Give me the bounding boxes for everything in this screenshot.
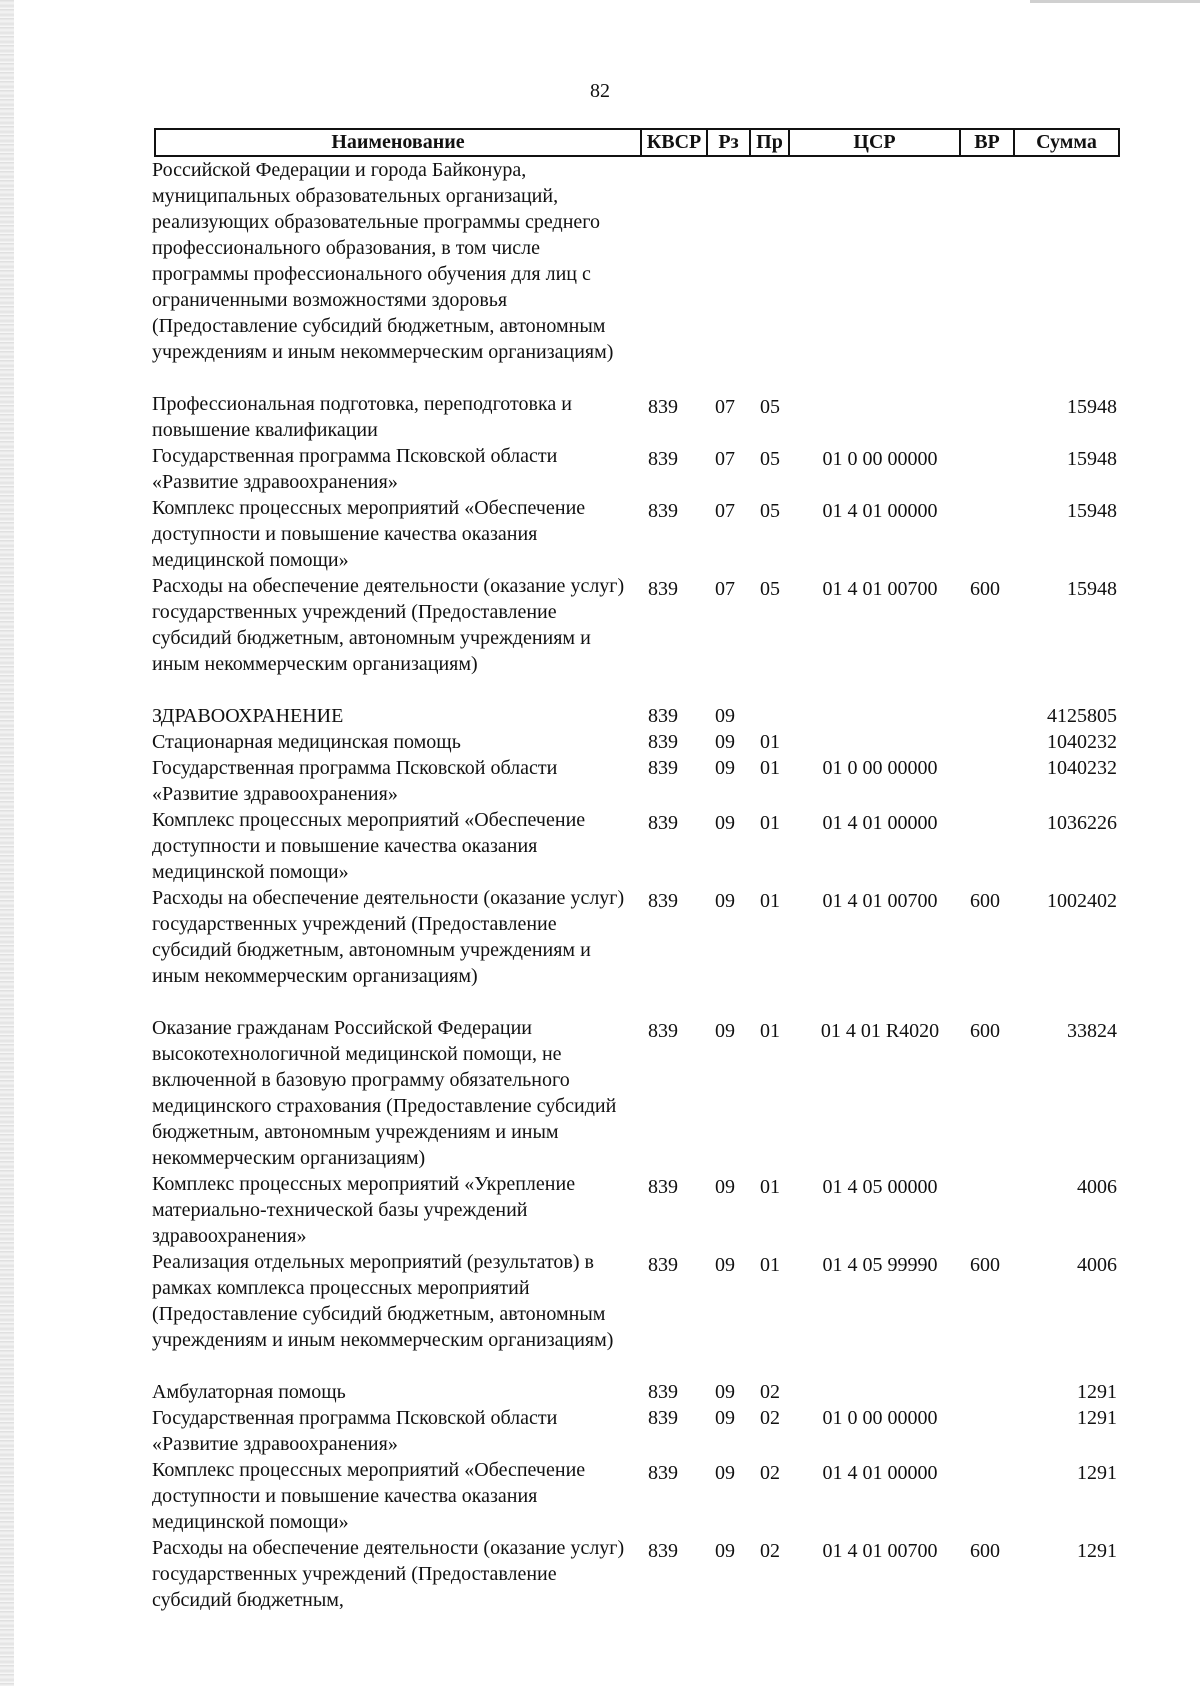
row-rz: 09 — [715, 1407, 735, 1429]
row-sum: 15948 — [1067, 396, 1117, 418]
row-sum: 1036226 — [1047, 812, 1117, 834]
row-name: Комплекс процессных мероприятий «Обеспечение доступности и повышение качества оказания медицинской помощи» — [152, 497, 586, 571]
scan-edge-top — [1030, 0, 1200, 3]
table-row — [0, 1457, 1200, 1535]
row-name: Реализация отдельных мероприятий (результатов) в рамках комплекса процессных мероприятий (Предоставление субсидий бюджетным, автономным учреждениям и иным некоммерческим организациям) — [152, 1251, 614, 1351]
row-kvsr: 839 — [648, 396, 678, 418]
row-csr: 01 0 00 00000 — [822, 1407, 938, 1429]
row-kvsr: 839 — [648, 731, 678, 753]
row-pr: 02 — [760, 1462, 780, 1484]
header-vr: ВР — [959, 130, 1013, 155]
table-row — [0, 703, 1200, 729]
row-kvsr: 839 — [648, 812, 678, 834]
row-vr: 600 — [970, 1254, 1000, 1276]
row-vr: 600 — [970, 1540, 1000, 1562]
row-sum: 15948 — [1067, 500, 1117, 522]
row-pr: 01 — [760, 757, 780, 779]
row-vr: 600 — [970, 1020, 1000, 1042]
header-rz: Рз — [706, 130, 749, 155]
row-kvsr: 839 — [648, 1407, 678, 1429]
row-sum: 4006 — [1077, 1254, 1117, 1276]
row-name: Оказание гражданам Российской Федерации высокотехнологичной медицинской помощи, не включенной в базовую программу обязательного медицинского страхования (Предоставление субсидий бюджетным, автономным учреждениям и иным некоммерческим организациям) — [152, 1017, 617, 1169]
row-rz: 09 — [715, 731, 735, 753]
row-sum: 1002402 — [1047, 890, 1117, 912]
table-row — [0, 1379, 1200, 1405]
row-name: Расходы на обеспечение деятельности (оказание услуг) государственных учреждений (Предоставление субсидий бюджетным, автономным учреждениям и иным некоммерческим организациям) — [152, 887, 625, 987]
row-kvsr: 839 — [648, 757, 678, 779]
row-pr: 01 — [760, 731, 780, 753]
row-pr: 01 — [760, 890, 780, 912]
row-sum: 1291 — [1077, 1407, 1117, 1429]
table-row — [0, 495, 1200, 573]
table-row — [0, 573, 1200, 703]
row-kvsr: 839 — [648, 578, 678, 600]
row-name: Государственная программа Псковской области «Развитие здравоохранения» — [152, 445, 558, 493]
row-sum: 1291 — [1077, 1462, 1117, 1484]
header-kvsr: КВСР — [640, 130, 706, 155]
row-kvsr: 839 — [648, 1020, 678, 1042]
page-number: 82 — [590, 80, 610, 102]
header-name: Наименование — [331, 131, 465, 153]
row-pr: 02 — [760, 1540, 780, 1562]
row-pr: 02 — [760, 1407, 780, 1429]
row-csr: 01 4 01 00700 — [822, 578, 938, 600]
table-row — [0, 1535, 1200, 1613]
table-row — [0, 1405, 1200, 1457]
row-sum: 4006 — [1077, 1176, 1117, 1198]
row-rz: 09 — [715, 1176, 735, 1198]
row-sum: 1040232 — [1047, 731, 1117, 753]
row-sum: 1040232 — [1047, 757, 1117, 779]
row-kvsr: 839 — [648, 890, 678, 912]
row-csr: 01 0 00 00000 — [822, 757, 938, 779]
table-row — [0, 1015, 1200, 1171]
table-row — [0, 157, 1200, 391]
row-name: ЗДРАВООХРАНЕНИЕ — [152, 705, 344, 727]
row-kvsr: 839 — [648, 1540, 678, 1562]
row-rz: 09 — [715, 757, 735, 779]
row-name: Амбулаторная помощь — [152, 1381, 346, 1403]
row-rz: 07 — [715, 578, 735, 600]
table-row — [0, 807, 1200, 885]
row-name: Комплекс процессных мероприятий «Обеспечение доступности и повышение качества оказания медицинской помощи» — [152, 1459, 586, 1533]
row-sum: 4125805 — [1047, 705, 1117, 727]
table-row — [0, 1171, 1200, 1249]
row-rz: 09 — [715, 890, 735, 912]
row-kvsr: 839 — [648, 1254, 678, 1276]
table-body — [0, 157, 1200, 1613]
row-sum: 15948 — [1067, 448, 1117, 470]
row-pr: 01 — [760, 1020, 780, 1042]
row-pr: 01 — [760, 1176, 780, 1198]
table-row — [0, 755, 1200, 807]
row-name: Государственная программа Псковской области «Развитие здравоохранения» — [152, 1407, 558, 1455]
table-row — [0, 1249, 1200, 1379]
table-row — [0, 729, 1200, 755]
row-rz: 09 — [715, 705, 735, 727]
row-csr: 01 4 01 00000 — [822, 812, 938, 834]
row-csr: 01 4 01 R4020 — [820, 1020, 940, 1042]
table-row — [0, 885, 1200, 1015]
row-pr: 01 — [760, 1254, 780, 1276]
header-csr: ЦСР — [788, 130, 959, 155]
row-name: Расходы на обеспечение деятельности (оказание услуг) государственных учреждений (Предоставление субсидий бюджетным, автономным учреждениям и иным некоммерческим организациям) — [152, 575, 625, 675]
row-name: Государственная программа Псковской области «Развитие здравоохранения» — [152, 757, 558, 805]
row-rz: 09 — [715, 812, 735, 834]
row-pr: 05 — [760, 396, 780, 418]
row-rz: 09 — [715, 1540, 735, 1562]
table-row — [0, 391, 1200, 443]
row-pr: 05 — [760, 578, 780, 600]
row-vr: 600 — [970, 578, 1000, 600]
row-rz: 09 — [715, 1254, 735, 1276]
row-sum: 15948 — [1067, 578, 1117, 600]
row-csr: 01 4 01 00000 — [822, 500, 938, 522]
row-sum: 33824 — [1067, 1020, 1117, 1042]
row-csr: 01 4 01 00700 — [822, 1540, 938, 1562]
row-name: Профессиональная подготовка, переподготовка и повышение квалификации — [152, 393, 572, 441]
row-name: Расходы на обеспечение деятельности (оказание услуг) государственных учреждений (Предоставление субсидий бюджетным, — [152, 1537, 625, 1611]
row-pr: 02 — [760, 1381, 780, 1403]
row-csr: 01 4 01 00000 — [822, 1462, 938, 1484]
row-rz: 07 — [715, 500, 735, 522]
row-kvsr: 839 — [648, 1462, 678, 1484]
row-rz: 07 — [715, 396, 735, 418]
row-sum: 1291 — [1077, 1540, 1117, 1562]
table-row — [0, 443, 1200, 495]
row-csr: 01 4 01 00700 — [822, 890, 938, 912]
header-pr: Пр — [749, 130, 788, 155]
row-kvsr: 839 — [648, 705, 678, 727]
row-kvsr: 839 — [648, 1381, 678, 1403]
header-sum: Сумма — [1013, 130, 1118, 155]
row-sum: 1291 — [1077, 1381, 1117, 1403]
row-name: Комплекс процессных мероприятий «Укрепление материально-технической базы учреждений здравоохранения» — [152, 1173, 576, 1247]
row-csr: 01 4 05 99990 — [822, 1254, 938, 1276]
row-kvsr: 839 — [648, 1176, 678, 1198]
row-kvsr: 839 — [648, 448, 678, 470]
row-pr: 05 — [760, 448, 780, 470]
row-csr: 01 4 05 00000 — [822, 1176, 938, 1198]
table-header — [154, 128, 1120, 157]
row-name: Комплекс процессных мероприятий «Обеспечение доступности и повышение качества оказания медицинской помощи» — [152, 809, 586, 883]
row-rz: 07 — [715, 448, 735, 470]
row-name: Стационарная медицинская помощь — [152, 731, 461, 753]
row-rz: 09 — [715, 1381, 735, 1403]
row-rz: 09 — [715, 1462, 735, 1484]
row-csr: 01 0 00 00000 — [822, 448, 938, 470]
row-kvsr: 839 — [648, 500, 678, 522]
row-pr: 01 — [760, 812, 780, 834]
row-rz: 09 — [715, 1020, 735, 1042]
row-name: Российской Федерации и города Байконура, муниципальных образовательных организаций, реализующих образовательные программы среднего профессионального образования, в том числе программы профессионального обучения для лиц с ограниченными возможностями здоровья (Предоставление субсидий бюджетным, автономным учреждениям и иным некоммерческим организациям) — [152, 159, 614, 363]
row-pr: 05 — [760, 500, 780, 522]
row-vr: 600 — [970, 890, 1000, 912]
